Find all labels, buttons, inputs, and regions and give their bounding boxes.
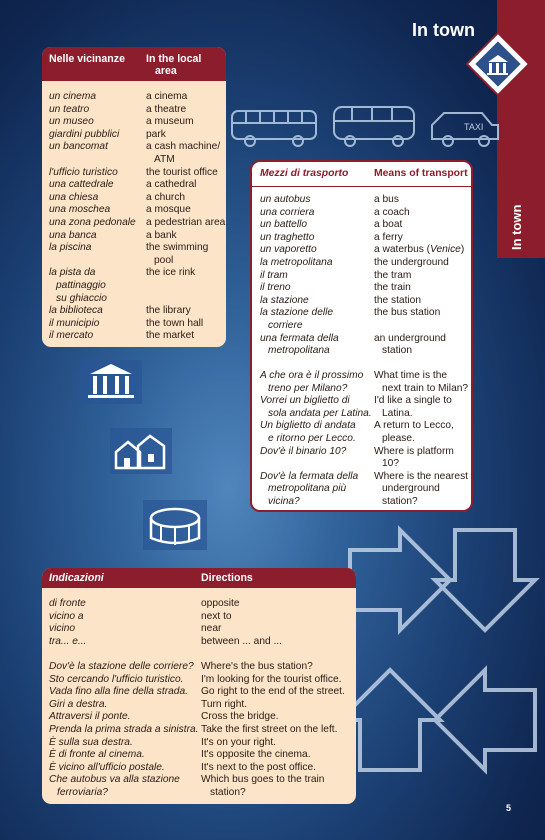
- transport-phrase-it: treno per Milano?: [268, 382, 348, 394]
- houses-icon: [110, 428, 172, 474]
- page-number: 5: [506, 803, 512, 813]
- transport-head-it: Mezzi di trasporto: [260, 168, 349, 179]
- direction-phrase-en: station?: [210, 787, 246, 798]
- direction-phrase-it: È sulla sua destra.: [49, 736, 133, 748]
- transport-panel: [250, 160, 473, 512]
- local-area-head-en-2: area: [155, 65, 177, 77]
- direction-word-it: tra... e...: [49, 635, 87, 647]
- transport-phrase-it: Dov'è il binario 10?: [260, 445, 347, 457]
- local-item-it: il municipio: [49, 317, 100, 329]
- local-item-it: una cattedrale: [49, 179, 114, 191]
- transport-item-en: station: [382, 345, 413, 357]
- direction-phrase-en: Go right to the end of the street.: [201, 686, 345, 698]
- local-item-it: la piscina: [49, 242, 92, 254]
- direction-phrase-it: Attraversi il ponte.: [49, 711, 131, 723]
- stadium-icon: [143, 500, 207, 550]
- local-item-en: a mosque: [146, 204, 191, 216]
- direction-phrase-it: Vada fino alla fine della strada.: [49, 686, 188, 698]
- transport-phrase-en: next train to Milan?: [382, 382, 469, 394]
- direction-phrase-en: It's opposite the cinema.: [201, 749, 311, 761]
- local-item-en: the town hall: [146, 317, 204, 329]
- direction-phrase-it: ferroviaria?: [57, 787, 108, 798]
- transport-phrase-it: metropolitana più: [268, 483, 347, 495]
- local-area-head-en-1: In the local: [146, 53, 202, 65]
- directions-head-en: Directions: [201, 572, 253, 584]
- vehicles-illustration: [230, 103, 500, 153]
- local-item-en: a museum: [146, 116, 194, 128]
- local-item-it: la pista da: [49, 267, 96, 279]
- local-item-en: a cathedral: [146, 179, 197, 191]
- transport-item-en: the underground: [374, 257, 449, 268]
- local-item-en: a cash machine/: [146, 141, 221, 153]
- transport-item-it: metropolitana: [268, 345, 330, 357]
- direction-phrase-it: Giri a destra.: [49, 698, 108, 710]
- direction-word-en: next to: [201, 610, 232, 622]
- directions-panel: [42, 568, 356, 804]
- local-item-it: una chiesa: [49, 191, 99, 203]
- transport-phrase-it: Dov'è la fermata della: [260, 470, 359, 482]
- transport-item-it: un battello: [260, 219, 308, 231]
- direction-word-en: opposite: [201, 598, 240, 609]
- local-item-en: pool: [154, 254, 174, 266]
- direction-word-it: di fronte: [49, 598, 86, 609]
- transport-item-it: una fermata della: [260, 332, 339, 344]
- transport-item-it: la stazione: [260, 294, 309, 306]
- transport-item-it: corriere: [268, 320, 303, 331]
- directions-header: [42, 568, 356, 588]
- direction-word-it: vicino a: [49, 610, 84, 622]
- direction-phrase-en: Where's the bus station?: [201, 661, 313, 672]
- transport-item-en: a bus: [374, 194, 399, 205]
- transport-phrase-it: vicina?: [268, 496, 300, 507]
- direction-phrase-it: Sto cercando l'ufficio turistico.: [49, 673, 184, 685]
- local-item-en: a theatre: [146, 103, 187, 115]
- transport-phrase-en: station?: [382, 496, 418, 507]
- transport-phrase-en: please.: [382, 433, 415, 444]
- local-item-it: l'ufficio turistico: [49, 166, 118, 178]
- directions-head-it: Indicazioni: [49, 572, 104, 584]
- transport-item-it: la stazione delle: [260, 307, 334, 319]
- local-item-it: giardini pubblici: [49, 128, 120, 140]
- transport-phrase-it: A che ora è il prossimo: [260, 370, 364, 381]
- direction-phrase-en: Which bus goes to the train: [201, 774, 325, 786]
- transport-head-en: Means of transport: [374, 168, 468, 179]
- transport-phrase-it: e ritorno per Lecco.: [268, 433, 356, 444]
- local-item-en: the tourist office: [146, 166, 218, 178]
- transport-item-en: an underground: [374, 332, 446, 344]
- direction-phrase-it: È vicino all'ufficio postale.: [49, 761, 165, 773]
- side-tab-label: In town: [509, 204, 524, 250]
- local-item-it: il mercato: [49, 330, 94, 342]
- direction-word-en: near: [201, 623, 222, 635]
- local-item-en: the library: [146, 305, 191, 317]
- local-item-it: su ghiaccio: [56, 292, 107, 304]
- transport-item-it: un traghetto: [260, 231, 315, 243]
- transport-item-en: a coach: [374, 206, 410, 218]
- direction-phrase-it: Dov'è la stazione delle corriere?: [49, 661, 194, 672]
- local-area-header: [42, 47, 226, 81]
- local-item-it: la biblioteca: [49, 305, 103, 317]
- transport-phrase-en: Where is the nearest: [374, 470, 468, 482]
- local-item-it: una zona pedonale: [49, 217, 136, 228]
- transport-item-en: a boat: [374, 219, 403, 231]
- local-item-it: una moschea: [49, 204, 111, 216]
- transport-item-it: un vaporetto: [260, 244, 317, 256]
- transport-item-it: una corriera: [260, 206, 315, 218]
- local-area-head-it: Nelle vicinanze: [49, 53, 125, 65]
- local-item-en: the ice rink: [146, 267, 196, 279]
- transport-item-en: the train: [374, 282, 411, 294]
- transport-item-en: the tram: [374, 269, 412, 281]
- transport-phrase-it: Vorrei un biglietto di: [260, 395, 350, 407]
- town-building-icon: [462, 28, 534, 100]
- direction-word-en: between ... and ...: [201, 635, 282, 647]
- direction-phrase-en: It's next to the post office.: [201, 761, 317, 773]
- local-item-it: pattinaggio: [56, 280, 106, 291]
- transport-item-it: un autobus: [260, 194, 311, 205]
- waterbus-label: a waterbus (: [374, 244, 431, 256]
- transport-phrase-en: Where is platform: [374, 445, 454, 457]
- local-item-en: park: [146, 128, 166, 140]
- local-item-it: una banca: [49, 229, 97, 241]
- direction-phrase-it: Che autobus va alla stazione: [49, 774, 180, 786]
- local-item-en: ATM: [154, 154, 175, 165]
- local-item-en: the market: [146, 330, 195, 342]
- transport-phrase-en: underground: [382, 483, 440, 495]
- transport-phrase-it: Un biglietto di andata: [260, 420, 356, 432]
- transport-header: [252, 162, 471, 187]
- transport-item-it: il tram: [260, 269, 288, 281]
- direction-phrase-en: I'm looking for the tourist office.: [201, 673, 342, 685]
- transport-item-en: [374, 244, 464, 257]
- page-title: In town: [412, 20, 475, 40]
- transport-phrase-it: sola andata per Latina.: [268, 407, 372, 419]
- local-item-it: un teatro: [49, 103, 90, 115]
- museum-icon: [80, 360, 142, 404]
- venice-close: ): [460, 244, 465, 256]
- transport-phrase-en: I'd like a single to: [374, 395, 452, 407]
- transport-phrase-en: 10?: [382, 458, 399, 470]
- local-item-en: a church: [146, 191, 186, 203]
- direction-phrase-en: Cross the bridge.: [201, 711, 279, 723]
- transport-phrase-en: What time is the: [374, 370, 448, 381]
- transport-item-en: the station: [374, 294, 422, 306]
- direction-phrase-en: It's on your right.: [201, 736, 276, 748]
- direction-phrase-en: Turn right.: [201, 698, 248, 710]
- transport-phrase-en: A return to Lecco,: [374, 420, 454, 432]
- transport-item-en: the bus station: [374, 307, 441, 319]
- local-item-it: un museo: [49, 116, 94, 128]
- local-item-en: a bank: [146, 229, 177, 241]
- local-item-en: a cinema: [146, 91, 188, 102]
- local-item-it: un cinema: [49, 91, 97, 102]
- transport-item-it: il treno: [260, 282, 291, 294]
- venice-label: Venice: [430, 244, 461, 256]
- direction-phrase-en: Take the first street on the left.: [201, 724, 338, 735]
- taxi-sign: TAXI: [464, 122, 484, 132]
- local-item-en: a pedestrian area: [146, 217, 226, 228]
- direction-phrase-it: Prenda la prima strada a sinistra.: [49, 724, 199, 735]
- direction-word-it: vicino: [49, 623, 76, 635]
- transport-item-it: la metropolitana: [260, 257, 333, 268]
- local-item-it: un bancomat: [49, 141, 108, 153]
- transport-item-en: a ferry: [374, 231, 403, 243]
- transport-phrase-en: Latina.: [382, 407, 413, 419]
- local-item-en: the swimming: [146, 242, 209, 254]
- direction-phrase-it: È di fronte al cinema.: [49, 749, 145, 761]
- local-area-panel: [42, 47, 226, 347]
